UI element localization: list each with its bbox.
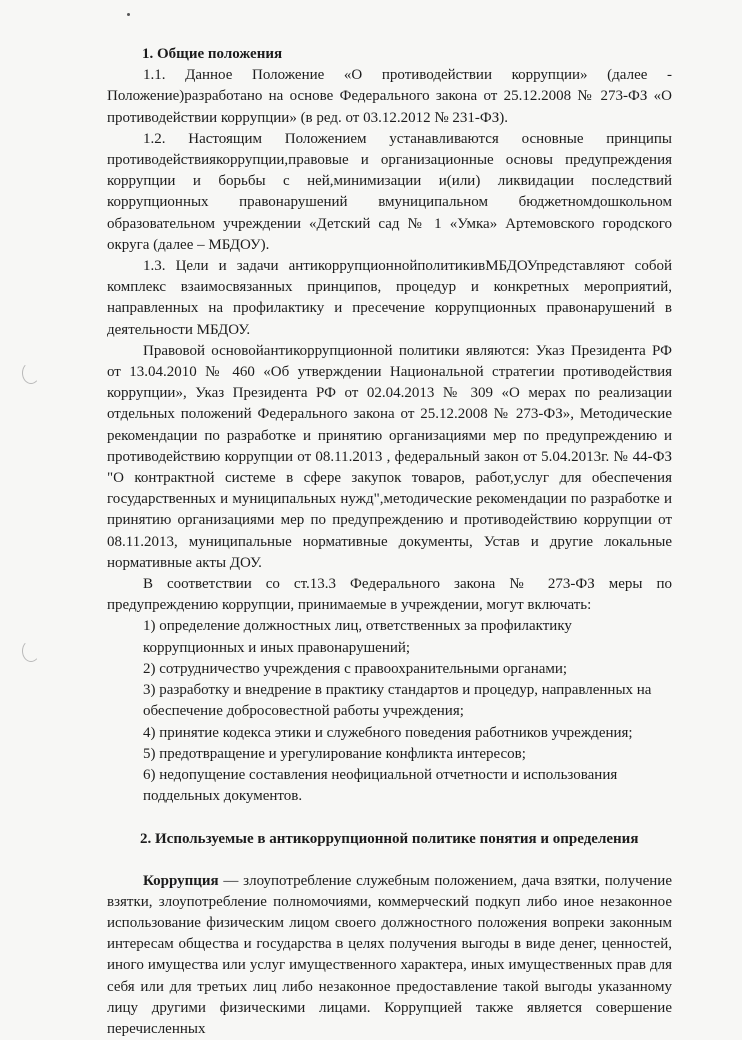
definition-text: — злоупотребление служебным положением, дача взятки, получение взятки, злоупотребление полномочиями, коммерческий подкуп либо иное незаконное использование физическим лицом своего должностного положения вопреки законным интересам общества и государства в целях получения выгоды в виде денег, ценностей, иного имущества или услуг имущественного характера, иных имущественных прав для себя или для третьих лиц либо незаконное предоставление такой выгоды указанному лицу другими физическими лицами. Коррупцией также является совершение перечисленных (107, 872, 672, 1037)
list-item: 5) предотвращение и урегулирование конфликта интересов; (143, 745, 526, 762)
scan-speck (127, 13, 130, 16)
list-item: 2) сотрудничество учреждения с правоохранительными органами; (143, 660, 568, 677)
punch-hole-mark-top (22, 362, 40, 384)
list-item: 4) принятие кодекса этики и служебного поведения работников учреждения; (143, 724, 633, 741)
section-2-heading: 2. Используемые в антикоррупционной политике понятия и определения (140, 831, 639, 848)
paragraph-measures-intro: В соответствии со ст.13.3 Федерального закона № 273-ФЗ меры по предупреждению коррупции, принимаемые в учреждении, могут включать: (107, 576, 672, 614)
section-1-heading: 1. Общие положения (142, 46, 283, 62)
term-corruption: Коррупция (143, 872, 219, 889)
paragraph-corruption-definition (107, 871, 672, 1040)
list-item: 3) разработку и внедрение в практику стандартов и процедур, направленных на обеспечение добросовестной работы учреждения; (143, 682, 652, 720)
paragraph-legal-basis: Правовой основойантикоррупционной политики являются: Указ Президента РФ от 13.04.2010 № 460 «Об утверждении Национальной стратегии противодействия коррупции», Указ Президента РФ от 02.04.2013 № 309 «О мерах по реализации отдельных положений Федерального закона от 25.12.2008 № 273-ФЗ», Методические рекомендации по разработке и принятию организациями мер по предупреждению и противодействию коррупции от 08.11.2013 , федеральный закон от 5.04.2013г. № 44-ФЗ "О контрактной системе в сфере закупок товаров, работ,услуг для обеспечения государственных и муниципальных нужд",методические рекомендации по разработке и принятию организациями мер по предупреждению и противодействию коррупции от 08.11.2013, муниципальные нормативные документы, Устав и другие локальные нормативные акты ДОУ. (107, 342, 672, 571)
document-body (107, 44, 672, 1040)
paragraph-1-2: 1.2. Настоящим Положением устанавливаются основные принципы противодействиякоррупции,правовые и организационные основы предупреждения коррупции и борьбы с ней,минимизации и(или) ликвидации последствий коррупционных правонарушений вмуниципальном бюджетномдошкольном образовательном учреждении «Детский сад № 1 «Умка» Артемовского городского округа (далее – МБДОУ). (107, 130, 672, 253)
paragraph-1-3: 1.3. Цели и задачи антикоррупционнойполитикивМБДОУпредставляют собой комплекс взаимосвязанных принципов, процедур и конкретных мероприятий, направленных на профилактику и пресечение коррупционных правонарушений в деятельности МБДОУ. (107, 258, 672, 338)
list-item: 1) определение должностных лиц, ответственных за профилактику коррупционных и иных правонарушений; (143, 618, 572, 656)
list-item: 6) недопущение составления неофициальной отчетности и использования поддельных документов. (143, 766, 618, 805)
paragraph-1-1: 1.1. Данное Положение «О противодействии коррупции» (далее - Положение)разработано на основе Федерального закона от 25.12.2008 № 273-ФЗ «О противодействии коррупции» (в ред. от 03.12.2012 № 231-ФЗ). (107, 67, 672, 126)
punch-hole-mark-bottom (22, 640, 40, 662)
